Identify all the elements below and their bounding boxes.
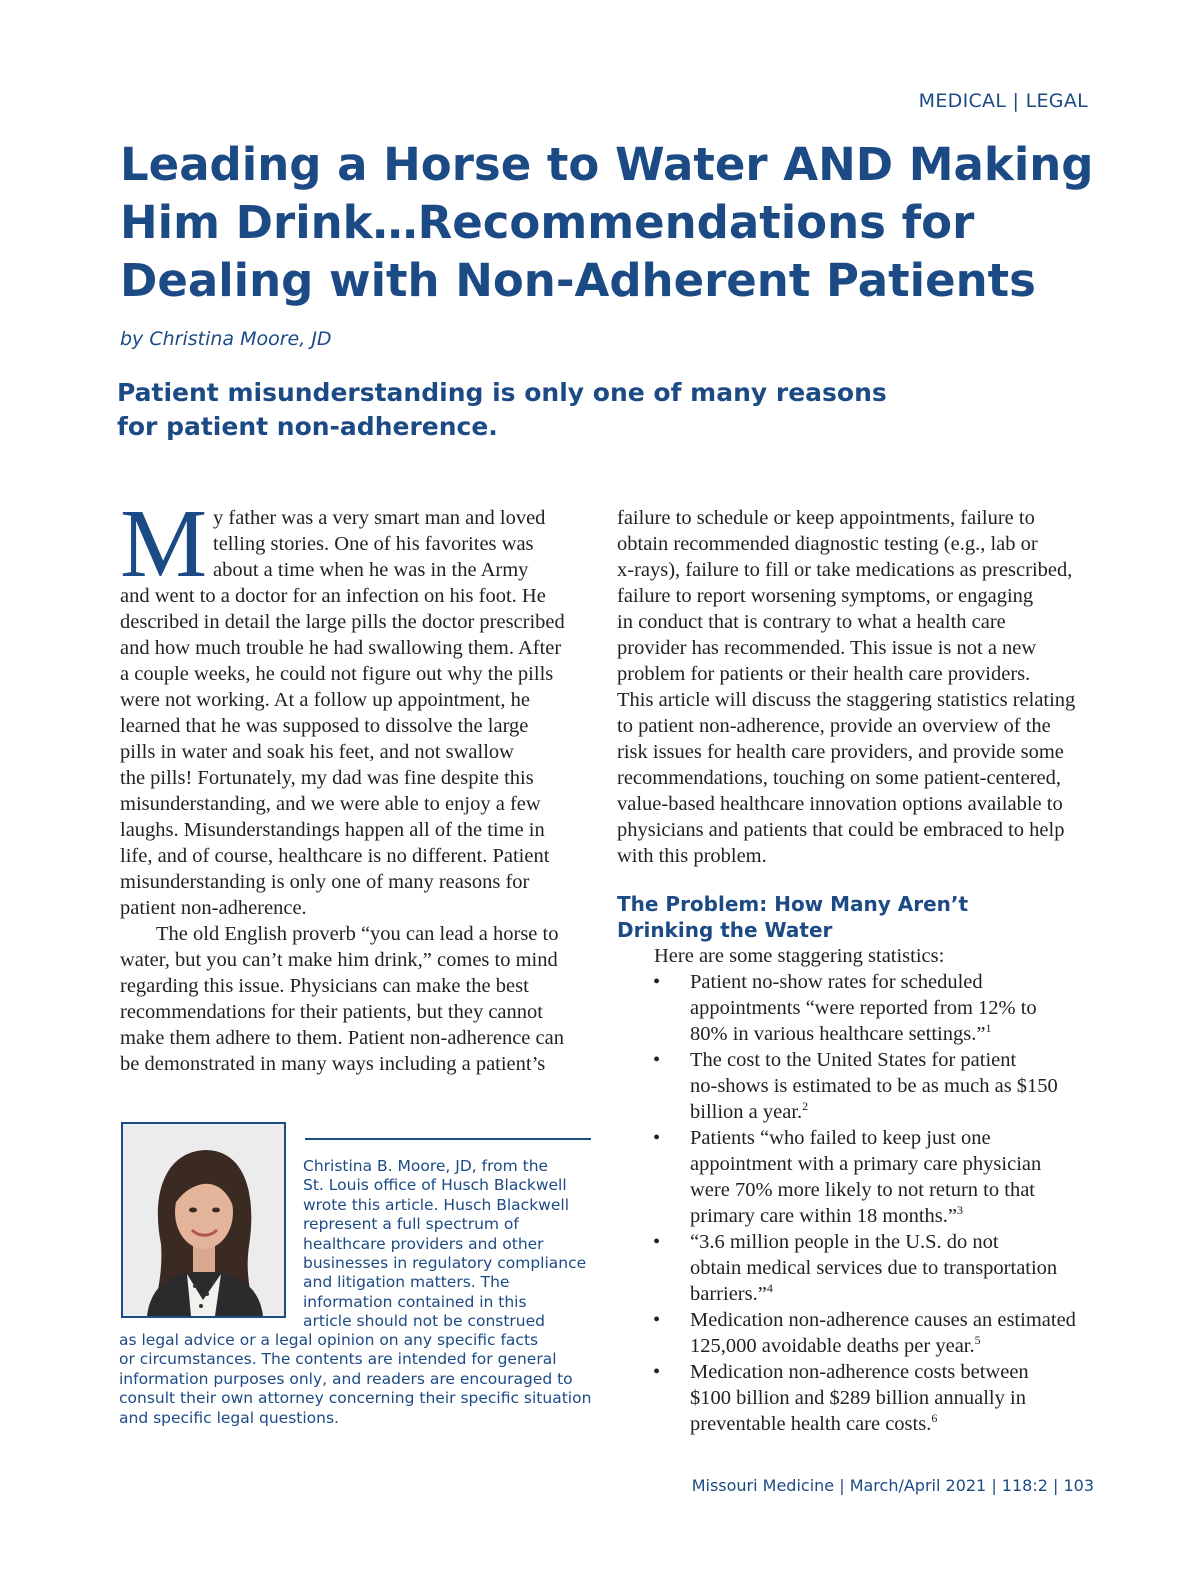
- bullet-icon: •: [653, 1361, 661, 1383]
- bio-line: or circumstances. The contents are intended for general: [119, 1350, 557, 1369]
- text-line: obtain recommended diagnostic testing (e.g., lab or: [617, 533, 1038, 555]
- text-line: learned that he was supposed to dissolve the large: [120, 715, 529, 737]
- text-line: appointments “were reported from 12% to: [690, 997, 1037, 1019]
- footnote-ref: 2: [802, 1099, 809, 1113]
- text-line: provider has recommended. This issue is not a new: [617, 637, 1037, 659]
- text-line: make them adhere to them. Patient non-adherence can: [120, 1027, 564, 1049]
- list-item: [617, 969, 1089, 1047]
- text-line: [690, 1021, 1089, 1047]
- text-line: were not working. At a follow up appointment, he: [120, 689, 530, 711]
- list-item: [617, 1307, 1089, 1359]
- text-line: “3.6 million people in the U.S. do not: [690, 1231, 999, 1253]
- bio-line: information purposes only, and readers are encouraged to: [119, 1369, 573, 1388]
- text-line: to patient non-adherence, provide an overview of the: [617, 715, 1051, 737]
- bio-divider: [305, 1138, 591, 1140]
- text-line: were 70% more likely to not return to that: [690, 1179, 1035, 1201]
- footnote-ref: 1: [985, 1021, 992, 1035]
- footnote-ref: 4: [766, 1281, 773, 1295]
- text-line: [690, 1203, 1089, 1229]
- title-line: Him Drink…Recommendations for: [120, 196, 975, 249]
- bullet-icon: •: [653, 971, 661, 993]
- section-label: MEDICAL | LEGAL: [918, 90, 1088, 112]
- text-line: This article will discuss the staggering statistics relating: [617, 689, 1076, 711]
- text-line: in conduct that is contrary to what a health care: [617, 611, 1006, 633]
- text-line: The cost to the United States for patient: [690, 1049, 1017, 1071]
- text-line: physicians and patients that could be embraced to help: [617, 819, 1065, 841]
- statistics-list: [617, 969, 1089, 1437]
- title-line: Leading a Horse to Water AND Making: [120, 138, 1094, 191]
- text-line: x-rays), failure to fill or take medications as prescribed,: [617, 559, 1073, 581]
- text-line: described in detail the large pills the doctor prescribed: [120, 611, 565, 633]
- bio-line: and litigation matters. The: [303, 1273, 510, 1292]
- deck-line: for patient non-adherence.: [117, 412, 498, 441]
- text-line: a couple weeks, he could not figure out why the pills: [120, 663, 554, 685]
- statistics-intro: Here are some staggering statistics:: [654, 945, 945, 967]
- bio-line: represent a full spectrum of: [303, 1215, 519, 1234]
- text-line: with this problem.: [617, 845, 767, 867]
- bullet-icon: •: [653, 1127, 661, 1149]
- page-footer: Missouri Medicine | March/April 2021 | 118:2 | 103: [691, 1476, 1094, 1495]
- text-line: life, and of course, healthcare is no different. Patient: [120, 845, 550, 867]
- text-run: 125,000 avoidable deaths per year.: [690, 1335, 975, 1357]
- text-line: value-based healthcare innovation options available to: [617, 793, 1063, 815]
- right-column: [617, 505, 1089, 1437]
- bullet-icon: •: [653, 1231, 661, 1253]
- text-line: failure to report worsening symptoms, or engaging: [617, 585, 1034, 607]
- text-line: appointment with a primary care physician: [690, 1153, 1042, 1175]
- text-line: Medication non-adherence costs between: [690, 1361, 1029, 1383]
- text-line: [690, 1411, 1089, 1437]
- text-line: Patients “who failed to keep just one: [690, 1127, 991, 1149]
- list-item: [617, 1125, 1089, 1229]
- text-run: 80% in various healthcare settings.”: [690, 1023, 986, 1045]
- dropcap-letter: M: [120, 490, 208, 598]
- bio-line: information contained in this: [303, 1292, 527, 1311]
- text-run: preventable health care costs.: [690, 1413, 932, 1435]
- bio-line: St. Louis office of Husch Blackwell: [303, 1176, 567, 1195]
- text-line: y father was a very smart man and loved: [213, 507, 546, 529]
- byline: by Christina Moore, JD: [120, 328, 332, 350]
- text-line: the pills! Fortunately, my dad was fine despite this: [120, 767, 534, 789]
- text-line: laughs. Misunderstandings happen all of the time in: [120, 819, 545, 841]
- author-portrait: [123, 1124, 284, 1316]
- paragraph-2: [120, 921, 592, 1077]
- bio-line: and specific legal questions.: [119, 1408, 339, 1427]
- text-line: be demonstrated in many ways including a patient’s: [120, 1053, 546, 1075]
- text-line: [690, 1281, 1089, 1307]
- heading-line: Drinking the Water: [617, 918, 833, 942]
- bio-line: businesses in regulatory compliance: [303, 1254, 587, 1273]
- text-line: and how much trouble he had swallowing them. After: [120, 637, 562, 659]
- footnote-ref: 6: [931, 1411, 938, 1425]
- text-line: telling stories. One of his favorites was: [213, 533, 534, 555]
- text-run: primary care within 18 months.”: [690, 1205, 958, 1227]
- text-line: patient non-adherence.: [120, 897, 307, 919]
- text-line: Medication non-adherence causes an estimated: [690, 1309, 1076, 1331]
- text-line: The old English proverb “you can lead a horse to: [156, 923, 559, 945]
- paragraph-1: [120, 583, 592, 921]
- text-line: recommendations, touching on some patient-centered,: [617, 767, 1062, 789]
- text-line: about a time when he was in the Army: [213, 559, 529, 581]
- text-line: regarding this issue. Physicians can make the best: [120, 975, 529, 997]
- bullet-icon: •: [653, 1049, 661, 1071]
- text-line: problem for patients or their health care providers.: [617, 663, 1031, 685]
- footnote-ref: 5: [974, 1333, 981, 1347]
- list-item: [617, 1359, 1089, 1437]
- title-line: Dealing with Non-Adherent Patients: [120, 254, 1036, 307]
- text-line: Patient no-show rates for scheduled: [690, 971, 983, 993]
- footnote-ref: 3: [957, 1203, 964, 1217]
- author-bio-continued: [119, 1331, 599, 1428]
- bio-line: article should not be construed: [303, 1312, 545, 1331]
- text-run: barriers.”: [690, 1283, 767, 1305]
- author-bio: [303, 1157, 593, 1332]
- text-line: pills in water and soak his feet, and not swallow: [120, 741, 514, 763]
- heading-line: The Problem: How Many Aren’t: [617, 892, 969, 916]
- text-line: misunderstanding is only one of many reasons for: [120, 871, 530, 893]
- list-item: [617, 1047, 1089, 1125]
- text-line: no-shows is estimated to be as much as $150: [690, 1075, 1058, 1097]
- text-line: obtain medical services due to transportation: [690, 1257, 1058, 1279]
- text-line: and went to a doctor for an infection on his foot. He: [120, 585, 546, 607]
- bio-line: Christina B. Moore, JD, from the: [303, 1157, 549, 1175]
- text-line: recommendations for their patients, but they cannot: [120, 1001, 543, 1023]
- text-line: misunderstanding, and we were able to enjoy a few: [120, 793, 541, 815]
- text-line: [690, 1099, 1089, 1125]
- list-item: [617, 1229, 1089, 1307]
- left-column: [120, 490, 592, 1077]
- text-run: billion a year.: [690, 1101, 803, 1123]
- dropcap-text: [213, 505, 545, 583]
- text-line: risk issues for health care providers, and provide some: [617, 741, 1064, 763]
- deck-line: Patient misunderstanding is only one of many reasons: [117, 378, 887, 407]
- paragraph-3: [617, 505, 1089, 869]
- author-photo: [121, 1122, 286, 1318]
- bio-line: healthcare providers and other: [303, 1234, 544, 1253]
- article-title: [120, 136, 1094, 310]
- bullet-icon: •: [653, 1309, 661, 1331]
- text-line: water, but you can’t make him drink,” comes to mind: [120, 949, 558, 971]
- text-line: failure to schedule or keep appointments, failure to: [617, 507, 1035, 529]
- text-line: [690, 1333, 1089, 1359]
- bio-line: as legal advice or a legal opinion on any specific facts: [119, 1331, 539, 1349]
- section-heading: [617, 891, 1089, 943]
- bio-line: wrote this article. Husch Blackwell: [303, 1195, 570, 1214]
- article-deck: [117, 376, 917, 444]
- text-line: $100 billion and $289 billion annually in: [690, 1387, 1026, 1409]
- bio-line: consult their own attorney concerning their specific situation: [119, 1389, 592, 1408]
